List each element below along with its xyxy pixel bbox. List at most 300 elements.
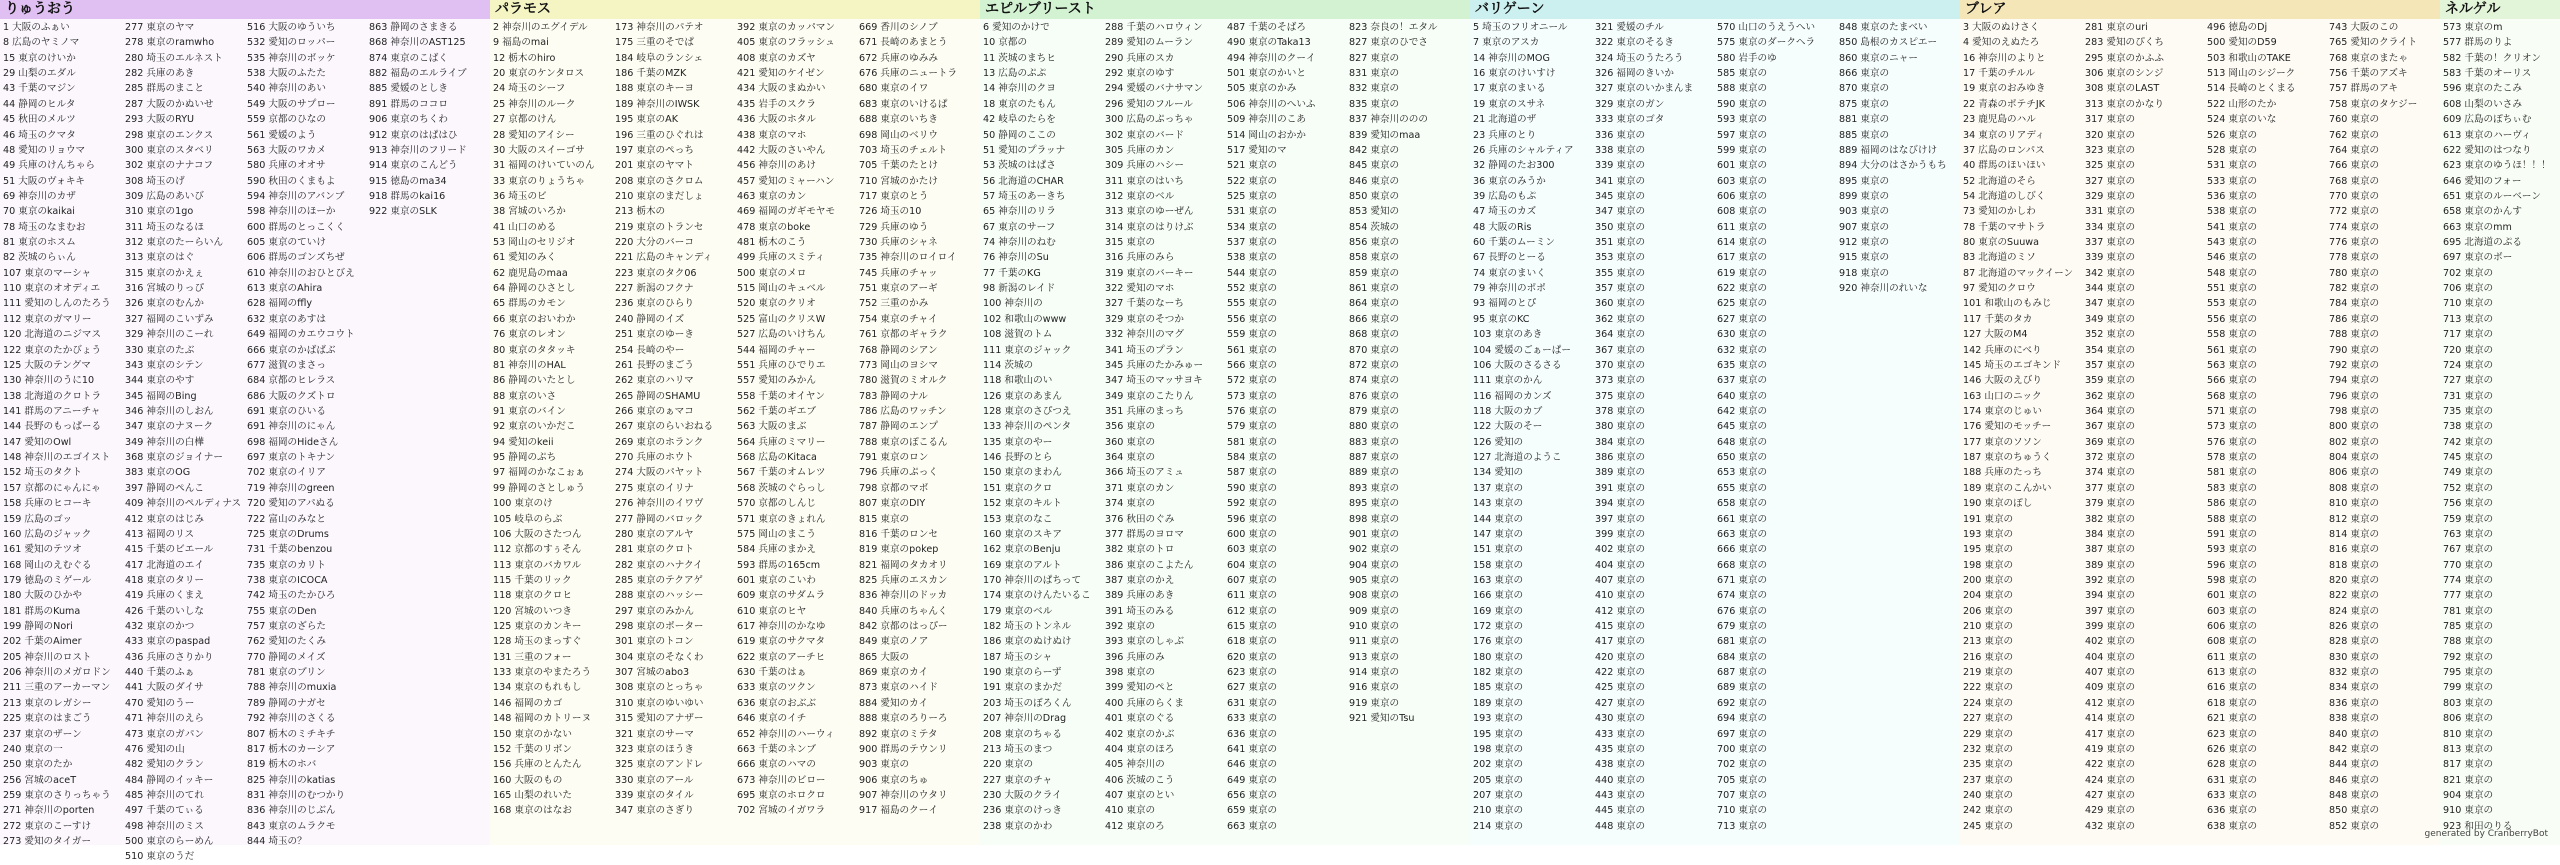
player-entry: 33 東京のりょうちゃ <box>493 175 586 187</box>
player-entry: 67 長野のとーる <box>1473 252 1546 264</box>
player-entry: 224 東京の <box>1963 697 2014 709</box>
player-entry: 806 東京の <box>2443 713 2494 725</box>
player-entry: 894 大分のはさかうもち <box>1839 160 1947 172</box>
player-entry: 596 東京の <box>2207 559 2258 571</box>
player-entry: 172 東京の <box>1473 621 1524 633</box>
player-entry: 577 群馬のりよ <box>2443 37 2513 49</box>
player-entry: 151 東京のクロ <box>983 482 1053 494</box>
player-entry: 448 東京の <box>1595 820 1646 832</box>
player-entry: 230 大阪のクライ <box>983 789 1062 801</box>
player-entry: 238 東京のかわ <box>983 820 1053 832</box>
player-entry: 152 東京のキルト <box>983 498 1062 510</box>
player-entry: 500 東京のメロ <box>737 267 807 279</box>
player-entry: 768 東京のまたゃ <box>2329 52 2408 64</box>
player-entry: 821 東京の <box>2443 774 2494 786</box>
player-entry: 850 島根のカスピエー <box>1839 37 1938 49</box>
player-entry: 216 東京の <box>1963 651 2014 663</box>
player-entry: 601 東京の <box>2207 590 2258 602</box>
player-entry: 237 東京のザーン <box>3 728 82 740</box>
player-entry: 522 東京の <box>1227 175 1278 187</box>
player-entry: 261 長野のまごう <box>615 359 694 371</box>
player-entry: 396 兵庫のみ <box>1105 651 1165 663</box>
player-entry: 702 東京のイリア <box>247 467 326 479</box>
player-entry: 203 埼玉のぼろくん <box>983 697 1072 709</box>
player-entry: 152 埼玉のタクト <box>3 467 82 479</box>
player-entry: 391 東京の <box>1595 482 1646 494</box>
player-entry: 697 東京のトキナン <box>247 452 336 464</box>
player-entry: 810 東京の <box>2443 728 2494 740</box>
player-entry: 81 神奈川のHAL <box>493 359 566 371</box>
player-entry: 412 東京のろ <box>1105 820 1165 832</box>
player-entry: 146 長野のとら <box>983 452 1053 464</box>
player-entry: 14 神奈川のクヨ <box>983 83 1056 95</box>
player-entry: 676 東京の <box>1717 605 1768 617</box>
player-entry: 888 東京のろりーろ <box>859 713 948 725</box>
player-entry: 631 東京の <box>2207 774 2258 786</box>
entry-column <box>1714 20 1836 834</box>
player-entry: 842 東京の <box>2329 743 2380 755</box>
player-entry: 23 兵庫のとり <box>1473 129 1537 141</box>
player-entry: 290 兵庫のスカ <box>1105 52 1175 64</box>
player-entry: 160 大阪のもの <box>493 774 563 786</box>
player-entry: 697 東京の <box>1717 728 1768 740</box>
player-entry: 394 東京の <box>1595 498 1646 510</box>
player-entry: 317 東京の <box>2085 114 2136 126</box>
section-2 <box>980 0 1470 845</box>
player-entry: 905 東京の <box>1349 574 1400 586</box>
player-entry: 806 東京の <box>2329 467 2380 479</box>
player-entry: 383 東京のOG <box>125 467 191 479</box>
player-entry: 225 東京のはまごう <box>3 713 92 725</box>
player-entry: 713 東京の <box>1717 820 1768 832</box>
player-entry: 538 大阪のふたた <box>247 68 326 80</box>
player-entry: 43 千葉のマジン <box>3 83 76 95</box>
player-entry: 24 埼玉のシーフ <box>493 83 566 95</box>
player-entry: 738 東京の <box>2443 421 2494 433</box>
player-entry: 735 東京の <box>2443 405 2494 417</box>
player-entry: 628 福岡のffly <box>247 298 313 310</box>
player-entry: 902 東京の <box>1349 544 1400 556</box>
player-entry: 410 東京の <box>1595 590 1646 602</box>
player-entry: 762 愛知のたくみ <box>247 636 326 648</box>
player-entry: 160 広島のジャック <box>3 528 92 540</box>
player-entry: 99 静岡のさとしゅう <box>493 482 586 494</box>
player-entry: 501 東京のかいと <box>1227 68 1306 80</box>
player-entry: 306 東京のシンジ <box>2085 68 2164 80</box>
player-entry: 375 東京の <box>1595 390 1646 402</box>
player-entry: 663 東京のmm <box>2443 221 2512 233</box>
player-entry: 583 東京の <box>2207 482 2258 494</box>
player-entry: 606 群馬のゴンズちぜ <box>247 252 345 264</box>
player-entry: 103 東京のあき <box>1473 329 1543 341</box>
player-entry: 274 大阪のパヤット <box>615 467 704 479</box>
player-entry: 405 東京のフラッシュ <box>737 37 835 49</box>
player-entry: 584 東京の <box>1227 452 1278 464</box>
player-entry: 648 東京の <box>1717 436 1768 448</box>
player-entry: 111 東京のジャック <box>983 344 1072 356</box>
player-entry: 272 東京のこーすけ <box>3 820 92 832</box>
player-entry: 168 東京のはなお <box>493 805 572 817</box>
player-entry: 580 兵庫のオオサ <box>247 160 326 172</box>
player-entry: 266 東京のぁマコ <box>615 405 694 417</box>
player-entry: 663 東京の <box>1227 820 1278 832</box>
player-entry: 621 東京の <box>2207 713 2258 725</box>
player-entry: 311 東京のはいち <box>1105 175 1184 187</box>
player-entry: 758 東京のタケジー <box>2329 98 2418 110</box>
player-entry: 456 神奈川のあけ <box>737 160 816 172</box>
player-entry: 520 東京のクリオ <box>737 298 816 310</box>
player-entry: 525 東京の <box>1227 190 1278 202</box>
player-entry: 608 東京の <box>2207 636 2258 648</box>
player-entry: 181 群馬のKuma <box>3 605 81 617</box>
player-entry: 144 東京の <box>1473 513 1524 525</box>
player-entry: 97 愛知のクロウ <box>1963 283 2036 295</box>
player-entry: 353 東京の <box>1595 252 1646 264</box>
player-entry: 825 兵庫のエスカン <box>859 574 948 586</box>
player-entry: 727 東京の <box>2443 375 2494 387</box>
player-entry: 173 神奈川のパテオ <box>615 22 704 33</box>
entry-column <box>1102 20 1224 834</box>
player-entry: 496 徳島のDj <box>2207 22 2268 33</box>
player-entry: 368 東京のジョイナー <box>125 452 223 464</box>
player-entry: 107 東京のマーシャ <box>3 267 92 279</box>
player-entry: 292 東京のゆす <box>1105 68 1175 80</box>
player-entry: 688 東京のいちき <box>859 114 938 126</box>
player-entry: 743 大阪のこの <box>2329 22 2399 33</box>
player-entry: 380 東京の <box>1595 421 1646 433</box>
player-entry: 232 東京の <box>1963 743 2014 755</box>
player-entry: 130 神奈川のうに10 <box>3 375 95 387</box>
player-entry: 160 東京のスキア <box>983 528 1062 540</box>
player-entry: 280 東京のアルヤ <box>615 528 694 540</box>
player-entry: 503 和歌山のTAKE <box>2207 52 2291 64</box>
player-entry: 879 東京の <box>1349 405 1400 417</box>
player-entry: 677 滋賀のまさっ <box>247 359 326 371</box>
player-entry: 563 東京の <box>2207 359 2258 371</box>
player-entry: 115 千葉のリック <box>493 574 572 586</box>
player-entry: 487 千葉のそばろ <box>1227 22 1306 33</box>
player-entry: 23 鹿児島のハル <box>1963 114 2036 126</box>
player-entry: 87 北海道のマックイーン <box>1963 267 2074 279</box>
player-entry: 277 東京のヤマ <box>125 22 195 33</box>
player-entry: 471 神奈川のえら <box>125 713 204 725</box>
player-entry: 724 東京の <box>2443 359 2494 371</box>
player-entry: 430 東京の <box>1595 713 1646 725</box>
player-entry: 596 東京のたこみ <box>2443 83 2522 95</box>
player-entry: 792 神奈川のさくる <box>247 713 336 725</box>
player-entry: 384 東京の <box>1595 436 1646 448</box>
player-entry: 579 東京の <box>1227 421 1278 433</box>
player-entry: 399 東京の <box>2085 621 2136 633</box>
player-entry: 189 東京のこんかい <box>1963 482 2052 494</box>
player-entry: 207 神奈川のDrag <box>983 713 1067 725</box>
player-entry: 251 東京のゆーき <box>615 329 694 341</box>
player-entry: 332 神奈川のマグ <box>1105 329 1184 341</box>
player-entry: 276 神奈川のイワヴ <box>615 498 704 510</box>
player-entry: 301 東京のトコン <box>615 636 694 648</box>
player-entry: 95 静岡のぷち <box>493 452 557 464</box>
player-entry: 898 東京の <box>1349 513 1400 525</box>
player-entry: 538 東京の <box>2207 206 2258 218</box>
player-entry: 25 神奈川のルーク <box>493 98 576 110</box>
player-entry: 20 東京のケンタロス <box>493 68 585 80</box>
player-entry: 399 東京の <box>1595 528 1646 540</box>
player-entry: 378 東京の <box>1595 405 1646 417</box>
player-entry: 913 東京の <box>1349 651 1400 663</box>
player-entry: 48 愛知のリョウマ <box>3 144 86 156</box>
player-entry: 601 東京のこいわ <box>737 574 816 586</box>
player-entry: 613 東京のAhira <box>247 283 323 295</box>
player-entry: 600 群馬のとっこくく <box>247 221 345 233</box>
player-entry: 407 東京の <box>1595 574 1646 586</box>
player-entry: 527 広島のいけちん <box>737 329 826 341</box>
player-entry: 633 東京の <box>2207 789 2258 801</box>
player-entry: 525 富山のクリスW <box>737 313 826 325</box>
player-entry: 329 東京のそつか <box>1105 313 1184 325</box>
player-entry: 366 埼玉のアミュ <box>1105 467 1184 479</box>
section-header: パラモス <box>490 0 980 19</box>
player-entry: 207 東京の <box>1473 789 1524 801</box>
player-entry: 64 静岡のひさとし <box>493 283 576 295</box>
player-entry: 818 東京の <box>2329 559 2380 571</box>
player-entry: 691 東京のひいる <box>247 405 326 417</box>
player-entry: 137 東京の <box>1473 482 1524 494</box>
player-entry: 100 神奈川の <box>983 298 1043 310</box>
player-entry: 694 東京の <box>1717 713 1768 725</box>
player-entry: 791 東京のロン <box>859 452 929 464</box>
player-entry: 537 東京の <box>1227 237 1278 249</box>
generated-by-footer: generated by CranberryBot <box>2424 829 2548 839</box>
player-entry: 118 東京のクロヒ <box>493 590 572 602</box>
player-entry: 283 愛知のぴくち <box>2085 37 2164 49</box>
player-entry: 309 兵庫のハシー <box>1105 160 1184 172</box>
player-entry: 240 静岡のイズ <box>615 313 685 325</box>
player-entry: 404 東京の <box>1595 559 1646 571</box>
player-entry: 618 東京の <box>2207 697 2258 709</box>
player-entry: 379 東京の <box>2085 498 2136 510</box>
player-entry: 16 神奈川のよりと <box>1963 52 2046 64</box>
player-entry: 506 神奈川のへいふ <box>1227 98 1316 110</box>
player-entry: 131 三重のフォー <box>493 651 572 663</box>
player-entry: 559 東京の <box>1227 329 1278 341</box>
player-entry: 191 東京の <box>1963 513 2014 525</box>
player-entry: 169 東京のアルト <box>983 559 1062 571</box>
player-entry: 815 東京の <box>859 513 910 525</box>
player-entry: 622 愛知のはつなり <box>2443 144 2532 156</box>
player-entry: 603 東京の <box>2207 605 2258 617</box>
player-entry: 576 東京の <box>2207 436 2258 448</box>
player-entry: 611 東京の <box>1717 221 1768 233</box>
player-entry: 223 東京のタク06 <box>615 267 697 279</box>
player-entry: 52 北海道のそら <box>1963 175 2036 187</box>
player-entry: 570 京都のしんじ <box>737 498 816 510</box>
player-entry: 227 東京の <box>1963 713 2014 725</box>
player-entry: 850 東京の <box>2329 805 2380 817</box>
player-entry: 663 東京の <box>1717 528 1768 540</box>
player-entry: 603 東京の <box>1717 175 1768 187</box>
player-entry: 846 東京の <box>2329 774 2380 786</box>
player-entry: 294 愛媛のバナサマン <box>1105 83 1204 95</box>
player-entry: 57 埼玉のあーきち <box>983 190 1066 202</box>
player-entry: 792 東京の <box>2443 651 2494 663</box>
player-entry: 235 東京の <box>1963 759 2014 771</box>
player-entry: 339 東京のタイル <box>615 789 694 801</box>
player-entry: 319 東京のバーキー <box>1105 267 1194 279</box>
player-entry: 866 東京の <box>1349 313 1400 325</box>
player-entry: 345 東京の <box>1595 190 1646 202</box>
player-entry: 720 愛知のアパぬる <box>247 498 335 510</box>
player-entry: 710 宮城のかたけ <box>859 175 938 187</box>
player-entry: 417 東京の <box>1595 636 1646 648</box>
player-entry: 907 東京の <box>1839 221 1890 233</box>
player-entry: 761 京都のギャラク <box>859 329 948 341</box>
player-entry: 568 広島のKitaca <box>737 452 817 464</box>
section-3 <box>1470 0 1960 845</box>
player-entry: 640 東京の <box>1717 390 1768 402</box>
player-entry: 187 埼玉のシャ <box>983 651 1053 663</box>
player-entry: 752 東京の <box>2443 482 2494 494</box>
player-entry: 54 北海道のしびく <box>1963 190 2046 202</box>
player-entry: 185 東京の <box>1473 682 1524 694</box>
player-entry: 618 東京の <box>1227 636 1278 648</box>
player-entry: 331 東京の <box>2085 206 2136 218</box>
player-entry: 720 東京の <box>2443 344 2494 356</box>
player-entry: 822 東京の <box>2329 590 2380 602</box>
player-entry: 838 東京の <box>2329 713 2380 725</box>
player-entry: 566 東京の <box>2207 375 2258 387</box>
section-header: エピルブリースト <box>980 0 1470 19</box>
player-entry: 165 山梨のれいた <box>493 789 572 801</box>
player-entry: 275 東京のイリナ <box>615 482 694 494</box>
player-entry: 842 東京の <box>1349 144 1400 156</box>
player-entry: 895 東京の <box>1349 498 1400 510</box>
player-entry: 296 愛知のフルール <box>1105 98 1193 110</box>
player-entry: 856 東京の <box>1349 237 1400 249</box>
player-entry: 911 東京の <box>1349 636 1400 648</box>
player-entry: 626 東京の <box>2207 743 2258 755</box>
player-entry: 53 茨城のはぱさ <box>983 160 1056 172</box>
player-entry: 152 千葉のリボン <box>493 743 572 755</box>
player-entry: 790 東京の <box>2329 344 2380 356</box>
player-entry: 445 東京の <box>1595 805 1646 817</box>
player-entry: 28 愛知のアイシー <box>493 129 575 141</box>
player-entry: 623 東京の <box>2207 728 2258 740</box>
player-entry: 351 東京の <box>1595 237 1646 249</box>
player-entry: 571 東京のきょれん <box>737 513 826 525</box>
player-entry: 702 宮城のイガワラ <box>737 805 826 817</box>
player-entry: 161 愛知のテツオ <box>3 544 82 556</box>
player-entry: 713 東京の <box>2443 313 2494 325</box>
player-entry: 770 静岡のメイズ <box>247 651 326 663</box>
player-entry: 781 東京のブリン <box>247 667 326 679</box>
player-entry: 304 東京のそなくわ <box>615 651 704 663</box>
player-entry: 47 埼玉のカズ <box>1473 206 1537 218</box>
player-entry: 915 徳島のma34 <box>369 175 447 187</box>
player-entry: 364 東京の <box>1595 329 1646 341</box>
player-entry: 166 東京の <box>1473 590 1524 602</box>
player-entry: 418 東京のタリー <box>125 574 204 586</box>
player-entry: 410 東京の <box>1105 805 1156 817</box>
entry-column <box>734 20 856 819</box>
player-entry: 402 東京のかぶ <box>1105 728 1175 740</box>
player-entry: 837 神奈川ののの <box>1349 114 1428 126</box>
entry-column <box>366 20 488 220</box>
player-entry: 106 大阪のさたつん <box>493 528 582 540</box>
player-entry: 407 東京のとい <box>1105 789 1175 801</box>
player-entry: 189 東京の <box>1473 697 1524 709</box>
player-entry: 613 東京のハーヴィ <box>2443 129 2531 141</box>
player-entry: 558 千葉のオイヤン <box>737 390 825 402</box>
player-entry: 836 神奈川のドッカ <box>859 590 948 602</box>
player-entry: 538 東京の <box>1227 252 1278 264</box>
player-entry: 907 神奈川のウタリ <box>859 789 948 801</box>
player-entry: 609 東京のサダムラ <box>737 590 826 602</box>
player-entry: 588 東京の <box>2207 513 2258 525</box>
player-entry: 420 東京の <box>1595 651 1646 663</box>
player-entry: 339 東京の <box>1595 160 1646 172</box>
player-entry: 9 福島のmai <box>493 37 549 49</box>
player-entry: 914 東京のこんどう <box>369 160 458 172</box>
player-entry: 330 東京のたぶ <box>125 344 195 356</box>
player-entry: 605 東京のていけ <box>247 237 326 249</box>
player-entry: 19 東京のおみゆき <box>1963 83 2046 95</box>
player-entry: 51 愛知のプラッナ <box>983 144 1066 156</box>
player-entry: 271 神奈川のporten <box>3 805 95 817</box>
player-entry: 482 愛知のクラン <box>125 759 204 771</box>
player-entry: 142 兵庫のにべり <box>1963 344 2042 356</box>
player-entry: 180 大阪のひかや <box>3 590 82 602</box>
player-entry: 398 東京の <box>1105 667 1156 679</box>
player-entry: 689 東京の <box>1717 682 1768 694</box>
player-entry: 738 東京のICOCA <box>247 574 328 586</box>
player-entry: 473 東京のガパン <box>125 728 204 740</box>
player-entry: 672 兵庫のゆみみ <box>859 52 938 64</box>
player-entry: 917 福島のクーイ <box>859 805 938 817</box>
player-entry: 341 埼玉のプラン <box>1105 344 1184 356</box>
entry-column <box>1960 20 2082 834</box>
player-entry: 582 千葉の！クリオン <box>2443 52 2542 64</box>
player-entry: 920 神奈川のれいな <box>1839 283 1928 295</box>
player-entry: 278 東京のramwho <box>125 37 215 49</box>
player-entry: 208 東京のちゃる <box>983 728 1062 740</box>
player-entry: 184 岐阜のランシェ <box>615 52 704 64</box>
player-entry: 204 東京の <box>1963 590 2014 602</box>
player-entry: 524 東京のいな <box>2207 114 2277 126</box>
player-entry: 285 群馬のまこと <box>125 83 204 95</box>
player-entry: 817 栃木のカーシア <box>247 743 336 755</box>
player-entry: 784 東京の <box>2329 298 2380 310</box>
player-entry: 892 東京のミテタ <box>859 728 938 740</box>
player-entry: 206 東京の <box>1963 605 2014 617</box>
section-header: バリゲーン <box>1470 0 1960 19</box>
player-entry: 86 静岡のいたとし <box>493 375 576 387</box>
section-1 <box>490 0 980 845</box>
player-entry: 789 静岡のナガセ <box>247 697 326 709</box>
player-entry: 357 東京の <box>1595 283 1646 295</box>
entry-column <box>1836 20 1958 296</box>
player-entry: 882 福島のエルライブ <box>369 68 467 80</box>
player-entry: 74 東京のまいく <box>1473 267 1546 279</box>
player-entry: 432 東京のかつ <box>125 621 195 633</box>
player-entry: 606 東京の <box>2207 621 2258 633</box>
player-entry: 112 東京のガマリー <box>3 313 92 325</box>
player-entry: 392 東京の <box>2085 574 2136 586</box>
player-entry: 766 東京の <box>2329 160 2380 172</box>
player-entry: 356 東京の <box>1105 421 1156 433</box>
player-entry: 329 東京の <box>2085 190 2136 202</box>
player-entry: 49 兵庫のけんちゃら <box>3 160 96 172</box>
player-entry: 195 東京の <box>1963 544 2014 556</box>
